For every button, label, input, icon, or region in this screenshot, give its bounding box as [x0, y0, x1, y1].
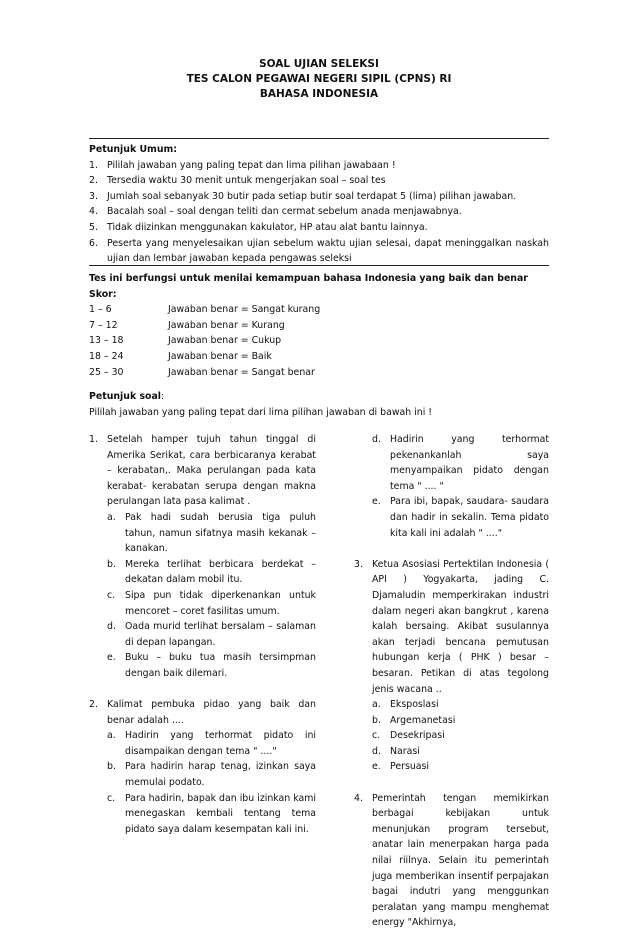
- answer-option[interactable]: e. Para ibi, bapak, saudara- saudara dan hadir in sekalin. Tema pidato kita kali ini adalah " ....": [372, 496, 549, 539]
- question-stem: Pemerintah tengan memikirkan berbagai kebijakan untuk menunjukan program tersebut, anatar lain menerpakan harga pada nilai riilnya. Selain itu pemerintah juga memberikan insentif perpajakan bagai indutri yang menggunkan peralatan yang mampu menghemat energy "Akhirnya,: [372, 792, 549, 929]
- score-title: Skor:: [89, 288, 117, 300]
- general-item: 6. Peserta yang menyelesaikan ujian sebelum waktu ujian selesai, dapat meninggalkan naskah ujian dan lembar jawaban kepada pengawas seleksi: [89, 237, 549, 265]
- score-row: 25 – 30 Jawaban benar = Sangat benar: [89, 366, 315, 378]
- answer-option[interactable]: d. Oada murid terlihat bersalam – salaman di depan lapangan.: [107, 621, 316, 648]
- header-line-3: BAHASA INDONESIA: [259, 88, 379, 100]
- right-column: [354, 432, 549, 931]
- answer-option[interactable]: b. Mereka terlihat berbicara berdekat – dekatan dalam mobil itu.: [107, 558, 316, 586]
- question-stem: Setelah hamper tujuh tahun tinggal di Amerika Serikat, cara berbicaranya kerabat – kerabatan,. Maka perulangan pada kata kerabat- kerabatan serupa dengan makna perulangan lata pasa kalimat .: [107, 434, 316, 508]
- answer-option[interactable]: b. Para hadirin harap tenag, izinkan saya memulai podato.: [107, 761, 316, 789]
- header-line-1: SOAL UJIAN SELEKSI: [259, 58, 379, 70]
- header-line-2: TES CALON PEGAWAI NEGERI SIPIL (CPNS) RI: [186, 73, 452, 85]
- answer-option[interactable]: c. Desekripasi: [372, 730, 445, 742]
- answer-option[interactable]: a. Hadirin yang terhormat pidato ini disampaikan dengan tema " ....": [107, 730, 316, 757]
- document-header: [0, 57, 638, 102]
- general-item: 5. Tidak diizinkan menggunakan kakulator, HP atau alat bantu lainnya.: [89, 221, 428, 233]
- question-3: 3. Ketua Asosiasi Pertektilan Indonesia ( API ) Yogyakarta, jading C. Djamaludin memperkirakan industri dalam negeri akan bangkrut , karena kalah bersaing. Akibat susulannya akan terjadi bencana pemutusan hubungan kerja ( PHK ) besar – besaran. Petikan di atas tegolong jenis wacana .. a. Eksposlasi b. Argemanetasi c. Desekripasi d. Narasi e. Persuasi: [354, 557, 549, 775]
- scoring-section: [89, 271, 549, 380]
- left-column: [89, 432, 316, 837]
- general-item: 1. Pililah jawaban yang paling tepat dan lima pilihan jawabaan !: [89, 159, 396, 171]
- question-instructions: Petunjuk soal: Pililah jawaban yang paling tepat dari lima pilihan jawaban di bawah ini !: [89, 389, 549, 420]
- question-stem: Kalimat pembuka pidao yang baik dan benar adalah ....: [107, 699, 316, 726]
- answer-option[interactable]: a. Eksposlasi: [372, 699, 439, 711]
- instructions-title: Petunjuk soal: [89, 391, 162, 402]
- answer-option[interactable]: c. Para hadirin, bapak dan ibu izinkan kami menegaskan kembali tentang tema pidato saya dalam kesempatan kali ini.: [107, 792, 316, 835]
- answer-option[interactable]: c. Sipa pun tidak diperkenankan untuk mencoret – coret fasilitas umum.: [107, 589, 316, 617]
- score-row: 1 – 6 Jawaban benar = Sangat kurang: [89, 304, 321, 316]
- question-4: 4. Pemerintah tengan memikirkan berbagai kebijakan untuk menunjukan program tersebut, anatar lain menerpakan harga pada nilai riilnya. Selain itu pemerintah juga memberikan insentif perpajakan bagai indutri yang menggunkan peralatan yang mampu menghemat energy "Akhirnya,: [354, 791, 549, 931]
- answer-option[interactable]: e. Persuasi: [372, 761, 430, 773]
- score-row: 7 – 12 Jawaban benar = Kurang: [89, 319, 285, 331]
- general-title: Petunjuk Umum:: [89, 144, 178, 155]
- question-stem: Ketua Asosiasi Pertektilan Indonesia ( API ) Yogyakarta, jading C. Djamaludin memperkirakan industri dalam negeri akan bangkrut , karena kalah bersaing. Akibat susulannya akan terjadi bencana pemutusan hubungan kerja ( PHK ) besar – besaran. Petikan di atas tegolong jenis wacana ..: [372, 558, 549, 695]
- answer-option[interactable]: a. Pak hadi sudah berusia tiga puluh tahun, namun sifatnya masih kekanak – kanakan.: [107, 511, 316, 555]
- test-purpose: Tes ini berfungsi untuk menilai kemampuan bahasa Indonesia yang baik dan benar: [89, 273, 528, 284]
- divider-top: [89, 138, 549, 139]
- answer-option[interactable]: e. Buku – buku tua masih tersimpman dengan baik dilemari.: [107, 652, 316, 679]
- score-row: 13 – 18 Jawaban benar = Cukup: [89, 335, 282, 347]
- question-2: 2. Kalimat pembuka pidao yang baik dan benar adalah .... a. Hadirin yang terhormat pidato ini disampaikan dengan tema " ...." b. Para hadirin harap tenag, izinkan saya memulai podato. c. Para hadirin, bapak dan ibu izinkan kami menegaskan kembali tentang tema pidato saya dalam kesempatan kali ini.: [89, 697, 316, 837]
- score-row: 18 – 24 Jawaban benar = Baik: [89, 350, 272, 362]
- answer-option[interactable]: d. Hadirin yang terhormat pekenankanlah saya menyampaikan pidato dengan tema " .... ": [372, 434, 549, 492]
- answer-option[interactable]: b. Argemanetasi: [372, 714, 456, 726]
- general-item: 3. Jumlah soal sebanyak 30 butir pada setiap butir soal terdapat 5 (lima) pilihan jawaban.: [89, 190, 517, 202]
- question-1: 1. Setelah hamper tujuh tahun tinggal di Amerika Serikat, cara berbicaranya kerabat – kerabatan,. Maka perulangan pada kata kerabat- kerabatan serupa dengan makna perulangan lata pasa kalimat . a. Pak hadi sudah berusia tiga puluh tahun, namun sifatnya masih kekanak – kanakan. b. Mereka terlihat berbicara berdekat – dekatan dalam mobil itu. c. Sipa pun tidak diperkenankan untuk mencoret – coret fasilitas umum. d. Oada murid terlihat bersalam – salaman di depan lapangan. e. Buku – buku tua masih tersimpman dengan baik dilemari.: [89, 432, 316, 682]
- general-item: 4. Bacalah soal – soal dengan teliti dan cermat sebelum anada menjawabnya.: [89, 206, 462, 218]
- general-instructions: [89, 142, 549, 267]
- divider-bottom: [89, 265, 549, 266]
- instructions-text: Pililah jawaban yang paling tepat dari lima pilihan jawaban di bawah ini !: [89, 406, 433, 418]
- answer-option[interactable]: d. Narasi: [372, 745, 420, 757]
- general-item: 2. Tersedia waktu 30 menit untuk mengerjakan soal – soal tes: [89, 175, 386, 187]
- question-2-continued: [354, 432, 549, 541]
